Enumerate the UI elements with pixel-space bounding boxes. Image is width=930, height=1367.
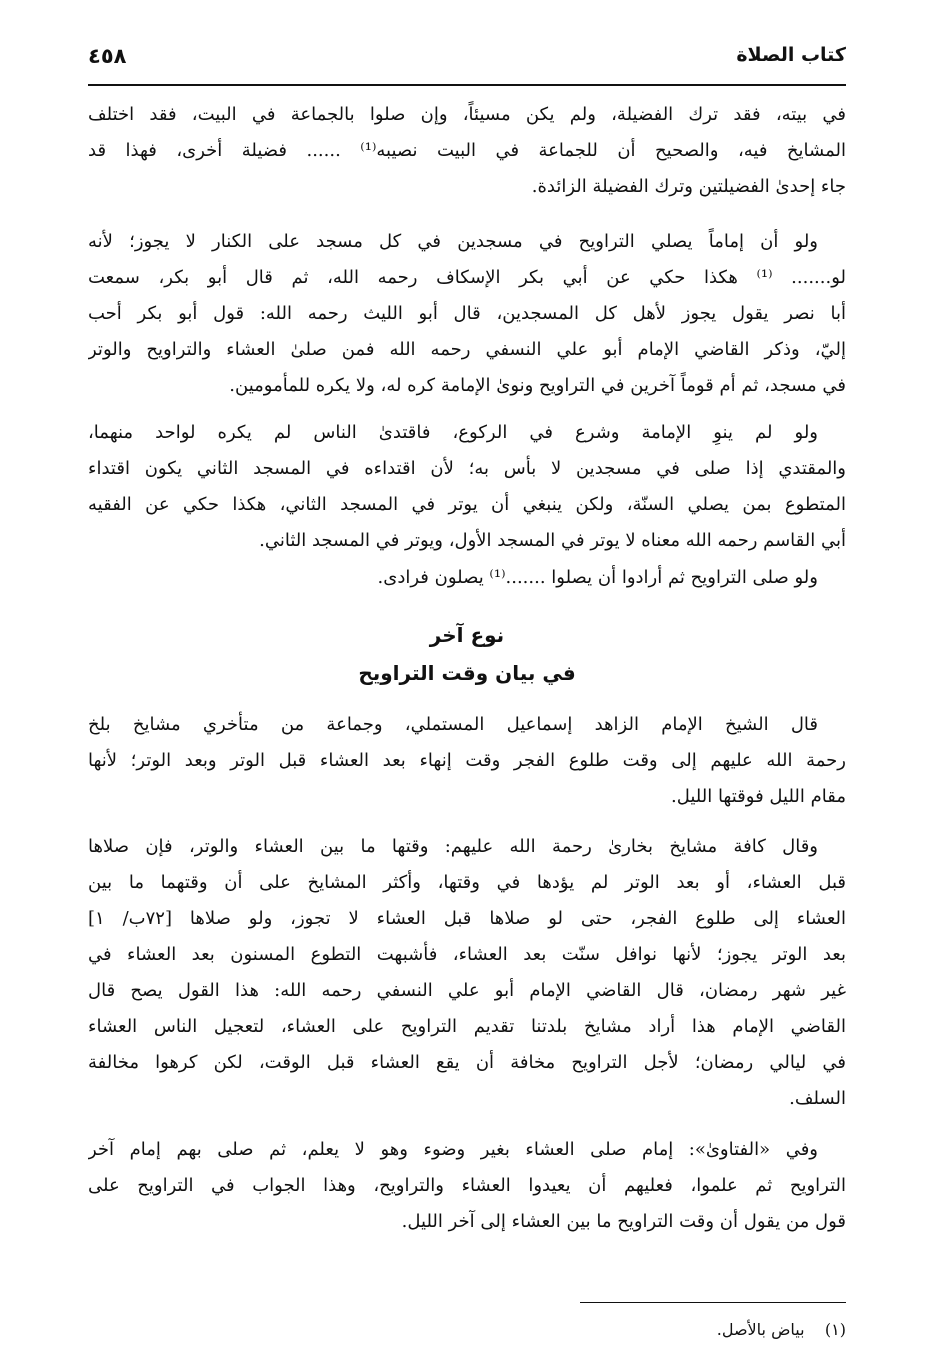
paragraph: [88, 829, 846, 1117]
running-header: [88, 44, 846, 74]
text-line: غير شهر رمضان، قال القاضي الإمام أبو علي النسفي رحمه الله: هذا القول يصح قال: [88, 980, 846, 1001]
text-line: جاء إحدىٰ الفضيلتين وترك الفضيلة الزائدة.: [531, 176, 846, 197]
header-rule: [88, 84, 846, 86]
text-line: وفي «الفتاوىٰ»: إمام صلى العشاء بغير وضوء وهو لا يعلم، ثم صلى بهم إمام آخر: [88, 1139, 818, 1160]
paragraph: [88, 1132, 846, 1240]
text-line: وقال كافة مشايخ بخارىٰ رحمة الله عليهم: وقتها ما بين العشاء والوتر، فإن صلاها: [88, 836, 818, 857]
text-line: إليّ، وذكر القاضي الإمام أبو علي النسفي رحمه الله فمن صلىٰ العشاء والتراويح والوتر: [88, 339, 846, 360]
text-line: قال الشيخ الإمام الزاهد إسماعيل المستملي، وجماعة من متأخري مشايخ بلخ: [88, 714, 818, 735]
text-line: أبي القاسم رحمه الله معناه لا يوتر في المسجد الأول، ويوتر في المسجد الثاني.: [259, 530, 846, 551]
text-line: التراويح ثم علموا، فعليهم أن يعيدوا العشاء والتراويح، وهذا الجواب في التراويح على: [88, 1175, 846, 1196]
footnote-rule: [580, 1302, 846, 1303]
text-line: السلف.: [789, 1088, 846, 1109]
paragraph: [88, 224, 846, 404]
text-line: في ليالي رمضان؛ لأجل التراويح مخافة أن يقع العشاء قبل الوقت، لكن كرهوا مخالفة: [88, 1052, 846, 1073]
section-subheading: في بيان وقت التراويح: [358, 661, 576, 685]
section-heading: نوع آخر: [429, 623, 505, 647]
book-title: كتاب الصلاة: [736, 44, 846, 66]
text-line: مقام الليل فوقتها الليل.: [671, 786, 846, 807]
text-line: في مسجد، ثم أم قوماً آخرين في التراويح ونوىٰ الإمامة كره له، ولا يكره للمأمومين.: [229, 375, 846, 396]
paragraph: [88, 560, 846, 596]
text-line: قبل العشاء، أو بعد الوتر لم يؤدها في وقتها، وأكثر المشايخ على أن وقتهما ما بين: [88, 872, 846, 893]
text-line: رحمة الله عليهم إلى وقت طلوع الفجر وقت إنهاء بعد العشاء قبل الوتر وبعد الوتر؛ لأنها: [88, 750, 846, 771]
text-line: في بيته، فقد ترك الفضيلة، ولم يكن مسيئاً، وإن صلوا بالجماعة في البيت، فقد اختلف: [88, 104, 846, 125]
footnote: [717, 1320, 846, 1339]
text-line: المشايخ فيه، والصحيح أن للجماعة في البيت نصيبه⁽¹⁾ ...... فضيلة أخرى، فهذا قد: [88, 140, 846, 161]
text-line: ولو لم ينوِ الإمامة وشرع في الركوع، فاقتدىٰ الناس لم يكره لواحد منهما،: [88, 422, 818, 443]
text-line: قول من يقول أن وقت التراويح ما بين العشاء إلى آخر الليل.: [401, 1211, 846, 1232]
text-line: والمقتدي إذا صلى في مسجدين لا بأس به؛ لأن اقتداءه في المسجد الثاني يكون اقتداء: [88, 458, 846, 479]
text-line: لو....... ⁽¹⁾ هكذا حكي عن أبي بكر الإسكاف رحمه الله، ثم قال أبو بكر، سمعت: [88, 267, 846, 288]
text-line: القاضي الإمام هذا أراد مشايخ بلدتنا تقديم التراويح على العشاء، لتعجيل الناس العشاء: [88, 1016, 846, 1037]
text-line: أبا نصر يقول يجوز لأهل كل المسجدين، قال أبو الليث رحمه الله: قول أبو بكر أحب: [88, 303, 846, 324]
text-line: بعد الوتر يجوز؛ لأنها نوافل سنّت بعد العشاء، فأشبهت التطوع المسنون بعد العشاء في: [88, 944, 846, 965]
paragraph: [88, 97, 846, 205]
text-line: ولو أن إماماً يصلي التراويح في مسجدين في كل مسجد على الكنار لا يجوز؛ لأنه: [88, 231, 818, 252]
footnote-text: بياض بالأصل.: [716, 1320, 805, 1339]
text-line: العشاء إلى طلوع الفجر، حتى لو صلاها قبل العشاء لا تجوز، ولو صلاها [٧٢ب/ ١]: [88, 908, 846, 929]
paragraph: [88, 707, 846, 815]
page-number: ٤٥٨: [88, 44, 127, 68]
footnote-marker: (١): [824, 1320, 846, 1339]
paragraph: [88, 415, 846, 559]
text-line: المتطوع بمن يصلي السنّة، ولكن ينبغي أن يوتر في المسجد الثاني، هكذا حكي عن الفقيه: [88, 494, 846, 515]
text-line: ولو صلى التراويح ثم أرادوا أن يصلوا .......⁽¹⁾ يصلون فرادى.: [377, 567, 818, 588]
